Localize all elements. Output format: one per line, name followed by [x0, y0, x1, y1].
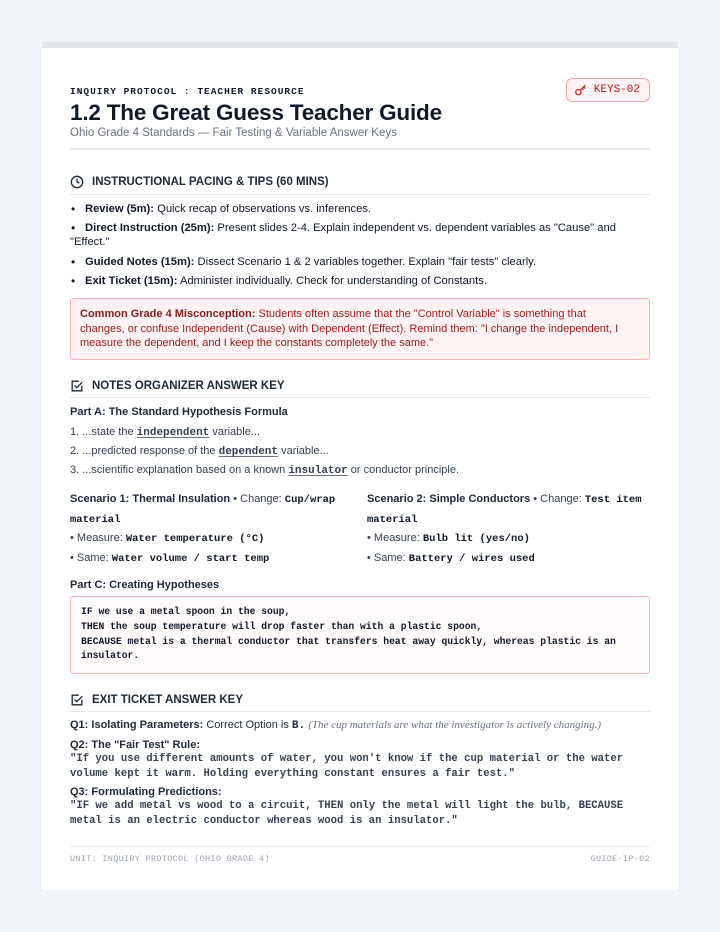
scenario-2-same: Battery / wires used [408, 553, 535, 565]
page-subtitle: Ohio Grade 4 Standards — Fair Testing & Variable Answer Keys [70, 127, 397, 139]
notes-divider [70, 397, 650, 398]
scenario-1-measure: Water temperature (°C) [125, 533, 265, 545]
list-item [70, 202, 650, 216]
scenario-2-measure: Bulb lit (yes/no) [422, 533, 530, 545]
list-item [70, 274, 650, 288]
answer-independent: independent [136, 427, 210, 439]
pacing-item-text: "Effect." [70, 236, 110, 248]
q1-option: B. [291, 720, 306, 732]
document-code-badge [566, 78, 650, 102]
formula-item: 3. ...scientific explanation based on a known insulator or conductor principle. [70, 464, 460, 477]
q1-answer: Q1: Isolating Parameters: Correct Option is B. (The cup materials are what the investigator is actively changing.) [70, 719, 602, 732]
misconception-callout [70, 298, 650, 360]
pacing-item-text: Quick recap of observations vs. inferences. [157, 203, 372, 215]
q3-answer: "IF we add metal vs wood to a circuit, THEN only the metal will light the bulb, BECAUSE metal is an electric conductor whereas wood is an insulator." [70, 800, 624, 827]
pacing-item-label: Direct Instruction (25m): [85, 222, 215, 234]
pacing-item-text: Dissect Scenario 1 & 2 variables together. Explain "fair tests" clearly. [197, 256, 537, 268]
scenario-2-title: Scenario 2: Simple Conductors [367, 493, 531, 505]
formula-item: 1. ...state the independent variable... [70, 426, 261, 439]
answer-insulator: insulator [288, 465, 348, 477]
pacing-item-text: Present slides 2-4. Explain independent vs. dependent variables as "Cause" and [217, 222, 616, 234]
misconception-text: Students often assume that the "Control Variable" is something that [258, 308, 586, 320]
misconception-text: changes, or confuse Independent (Cause) with Dependent (Effect). Remind them: "I change the independent, I [80, 322, 619, 335]
document-page: INQUIRY PROTOCOL : TEACHER RESOURCE KEYS-02 1.2 The Great Guess Teacher Guide Ohio Grade 4 Standards — Fair Testing & Variable Answer Keys INSTRUCTIONAL PACING & TIPS (60 MINS) • Review (5m): Quick recap of observations vs. inferences. • Direct Instruction (25m): Present slides 2-4. Explain independent vs. dependent variables as "Cause" and "Effect." • Guided Notes (15m): Dissect Scenario 1 & 2 variables together. Explain "fair tests" clearly. • Exit Ticket (15m): Administer individually. Check for understanding of Constants. Common Grade 4 Misconception: Students often assume that the "Control Variable" is something that changes, or confuse Independent (Cause) with Dependent (Effect). Remind them: "I change the independent, I measure the dependent, and I keep the constants completely the same." NOTES ORGANIZER ANSWER KEY Part A: The Standard Hypothesis Formula 1. ...state the independent variable... 2. ...predicted response of the dependent variable... 3. ...scientific explanation based on a known insulator or conductor principle. Scenario 1: Thermal Insulation • Change: Cup/wrap material • Measure: Water temperature (°C) • Same: Water volume / start temp Scenario 2: Simple Conductors • Change: Test item material • Measure: Bulb lit (yes/no) • Same: Battery / wires used Part C: Creating Hypotheses IF we use a metal spoon in the soup, THEN the soup temperature will drop faster than with a plastic spoon, BECAUSE metal is a thermal conductor that transfers heat away quickly, whereas plastic is an insulator. EXIT TICKET ANSWER KEY Q1: Isolating Parameters: Correct Option is B. (The cup materials are what the investigator is actively changing.) Q2: The "Fair Test" Rule: "If you use different amounts of water, you won't know if the cup material or the water volume kept it warm. Holding everything constant ensures a fair test." Q3: Formulating Predictions: "IF we add metal vs wood to a circuit, THEN only the metal will light the bulb, BECAUSE metal is an electric conductor whereas wood is an insulator." UNIT: INQUIRY PROTOCOL (OHIO GRADE 4) GUIDE-IP-02 [42, 42, 678, 890]
pacing-item-label: Guided Notes (15m): [85, 256, 195, 268]
pacing-item-label: Exit Ticket (15m): [85, 275, 178, 287]
pacing-item-text: Administer individually. Check for understanding of Constants. [179, 275, 487, 287]
header-divider [70, 148, 650, 150]
clock-icon [70, 175, 84, 189]
checkbox-icon [70, 693, 84, 707]
exit-divider [70, 711, 650, 712]
badge-label: KEYS-02 [593, 84, 640, 96]
exit-heading-text: EXIT TICKET ANSWER KEY [92, 694, 243, 706]
answer-dependent: dependent [218, 446, 279, 458]
scenario-1-title: Scenario 1: Thermal Insulation [70, 493, 231, 505]
notes-heading-text: NOTES ORGANIZER ANSWER KEY [92, 380, 285, 392]
pacing-item-label: Review (5m): [85, 203, 155, 215]
footer-code: GUIDE-IP-02 [590, 854, 650, 864]
q2-answer: "If you use different amounts of water, you won't know if the cup material or the water volume kept it warm. Holding everything constant ensures a fair test." [70, 753, 624, 780]
formula-item: 2. ...predicted response of the dependent variable... [70, 445, 329, 458]
misconception-text: measure the dependent, and I keep the constants completely the same." [80, 337, 434, 350]
notes-heading [70, 376, 650, 396]
footer-divider [70, 846, 650, 847]
q1-note: (The cup materials are what the investigator is actively changing.) [308, 719, 602, 731]
checkbox-icon [70, 379, 84, 393]
part-a-title: Part A: The Standard Hypothesis Formula [70, 406, 288, 418]
key-icon [574, 83, 588, 97]
exit-heading [70, 690, 650, 710]
scenario-2-change: Test item [584, 494, 642, 506]
page-title: 1.2 The Great Guess Teacher Guide [70, 100, 442, 125]
hypothesis-example: IF we use a metal spoon in the soup, THEN the soup temperature will drop faster than with a plastic spoon, BECAUSE metal is a thermal conductor that transfers heat away quickly, whereas plastic is an insulator. [70, 596, 650, 674]
scenario-1-change: Cup/wrap [284, 494, 336, 506]
q2-label: Q2: The "Fair Test" Rule: [70, 739, 201, 751]
pacing-divider [70, 194, 650, 195]
pacing-heading [70, 172, 650, 192]
scenario-1-same: Water volume / start temp [111, 553, 270, 565]
list-item [70, 255, 650, 269]
pacing-heading-text: INSTRUCTIONAL PACING & TIPS (60 MINS) [92, 176, 329, 188]
q3-label: Q3: Formulating Predictions: [70, 786, 222, 798]
q1-label: Q1: Isolating Parameters: [70, 719, 204, 731]
misconception-label: Common Grade 4 Misconception: [80, 308, 256, 320]
footer-unit: UNIT: INQUIRY PROTOCOL (OHIO GRADE 4) [70, 854, 270, 864]
list-item [70, 221, 650, 235]
part-c-title: Part C: Creating Hypotheses [70, 579, 220, 591]
list-item-continuation [70, 235, 650, 249]
document-kicker: INQUIRY PROTOCOL : TEACHER RESOURCE [70, 86, 305, 97]
